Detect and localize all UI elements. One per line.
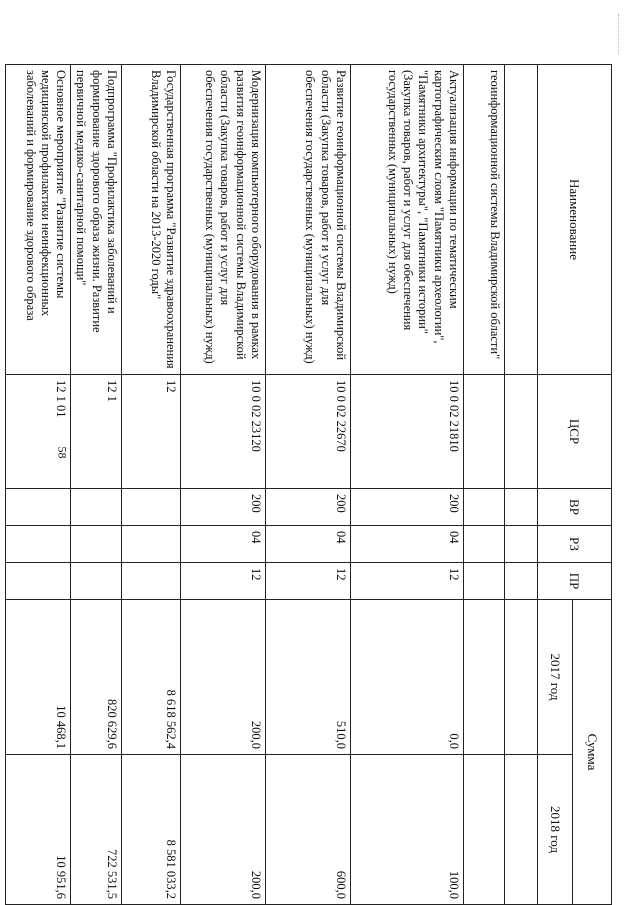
cell-2018: 722 531,5 xyxy=(71,755,122,905)
header-name: Наименование xyxy=(538,65,612,375)
header-spacer xyxy=(505,489,538,526)
table-row xyxy=(122,65,181,905)
cell-pr xyxy=(6,563,71,600)
budget-table xyxy=(5,64,612,905)
table-row xyxy=(464,65,505,905)
cell-vr: 200 xyxy=(181,489,266,526)
cell-2017: 200,0 xyxy=(181,600,266,755)
table-row xyxy=(351,65,464,905)
header-csr: ЦСР xyxy=(538,375,612,489)
cell-2018: 600,0 xyxy=(266,755,351,905)
cell-vr xyxy=(6,489,71,526)
cell-2018: 8 581 033,2 xyxy=(122,755,181,905)
header-spacer xyxy=(505,65,538,375)
cell-rz: 04 xyxy=(351,526,464,563)
header-2017: 2017 год xyxy=(538,600,573,755)
cell-csr: 12 1 01 xyxy=(6,375,71,489)
cell-csr: 10 0 02 23120 xyxy=(181,375,266,489)
table-row xyxy=(266,65,351,905)
table-row xyxy=(71,65,122,905)
cell-name: Основное мероприятие "Развитие системы медицинской профилактики неинфекционных заболеваний и формирование здорового образа xyxy=(6,65,71,375)
cell-pr xyxy=(71,563,122,600)
header-spacer xyxy=(505,755,538,905)
header-pr: ПР xyxy=(538,563,612,600)
cell-2017: 820 629,6 xyxy=(71,600,122,755)
budget-sheet xyxy=(23,64,612,904)
header-vr: ВР xyxy=(538,489,612,526)
cell-vr xyxy=(122,489,181,526)
scan-artifact xyxy=(618,14,621,54)
header-spacer xyxy=(505,526,538,563)
cell-2017 xyxy=(464,600,505,755)
cell-pr xyxy=(464,563,505,600)
cell-csr: 12 xyxy=(122,375,181,489)
cell-name: Актуализация информации по тематическим картографическим слоям "Памятники археологии", "Памятники архитектуры", "Памятники истории" (Закупка товаров, работ и услуг для обеспечения государственных (муниципальных) нужд) xyxy=(351,65,464,375)
cell-vr xyxy=(71,489,122,526)
cell-name: Модернизация компьютерного оборудования в рамках развития геоинформационной системы Владимирской области (Закупка товаров, работ и услуг для обеспечения государственных (муниципальных) нужд) xyxy=(181,65,266,375)
cell-vr xyxy=(464,489,505,526)
cell-csr xyxy=(464,375,505,489)
cell-pr xyxy=(122,563,181,600)
cell-rz xyxy=(122,526,181,563)
cell-pr: 12 xyxy=(266,563,351,600)
header-spacer xyxy=(505,375,538,489)
cell-rz: 04 xyxy=(181,526,266,563)
cell-name: геоинформационной системы Владимирской области" xyxy=(464,65,505,375)
header-spacer xyxy=(505,563,538,600)
header-sum: Сумма xyxy=(573,600,612,905)
header-rz: РЗ xyxy=(538,526,612,563)
cell-pr: 12 xyxy=(181,563,266,600)
cell-2017: 0,0 xyxy=(351,600,464,755)
cell-vr: 200 xyxy=(351,489,464,526)
cell-2017: 10 468,1 xyxy=(6,600,71,755)
cell-csr: 12 1 xyxy=(71,375,122,489)
cell-pr: 12 xyxy=(351,563,464,600)
cell-rz xyxy=(71,526,122,563)
page-number: 58 xyxy=(55,446,70,459)
cell-rz xyxy=(464,526,505,563)
cell-name: Государственная программа "Развитие здравоохранения Владимирской области на 2013-2020 годы" xyxy=(122,65,181,375)
header-spacer xyxy=(505,600,538,755)
cell-2017: 510,0 xyxy=(266,600,351,755)
cell-csr: 10 0 02 21810 xyxy=(351,375,464,489)
cell-2018: 200,0 xyxy=(181,755,266,905)
cell-2018: 100,0 xyxy=(351,755,464,905)
cell-name: Развитие геоинформационной системы Владимирской области (Закупка товаров, работ и услуг для обеспечения государственных (муниципальных) нужд) xyxy=(266,65,351,375)
cell-csr: 10 0 02 22670 xyxy=(266,375,351,489)
cell-name: Подпрограмма "Профилактика заболеваний и формирование здорового образа жизни. Развитие первичной медико-санитарной помощи" xyxy=(71,65,122,375)
cell-vr: 200 xyxy=(266,489,351,526)
cell-2018 xyxy=(464,755,505,905)
cell-2017: 8 618 562,4 xyxy=(122,600,181,755)
cell-2018: 10 951,6 xyxy=(6,755,71,905)
header-2018: 2018 год xyxy=(538,755,573,905)
table-row xyxy=(6,65,71,905)
cell-rz: 04 xyxy=(266,526,351,563)
cell-rz xyxy=(6,526,71,563)
table-row xyxy=(181,65,266,905)
